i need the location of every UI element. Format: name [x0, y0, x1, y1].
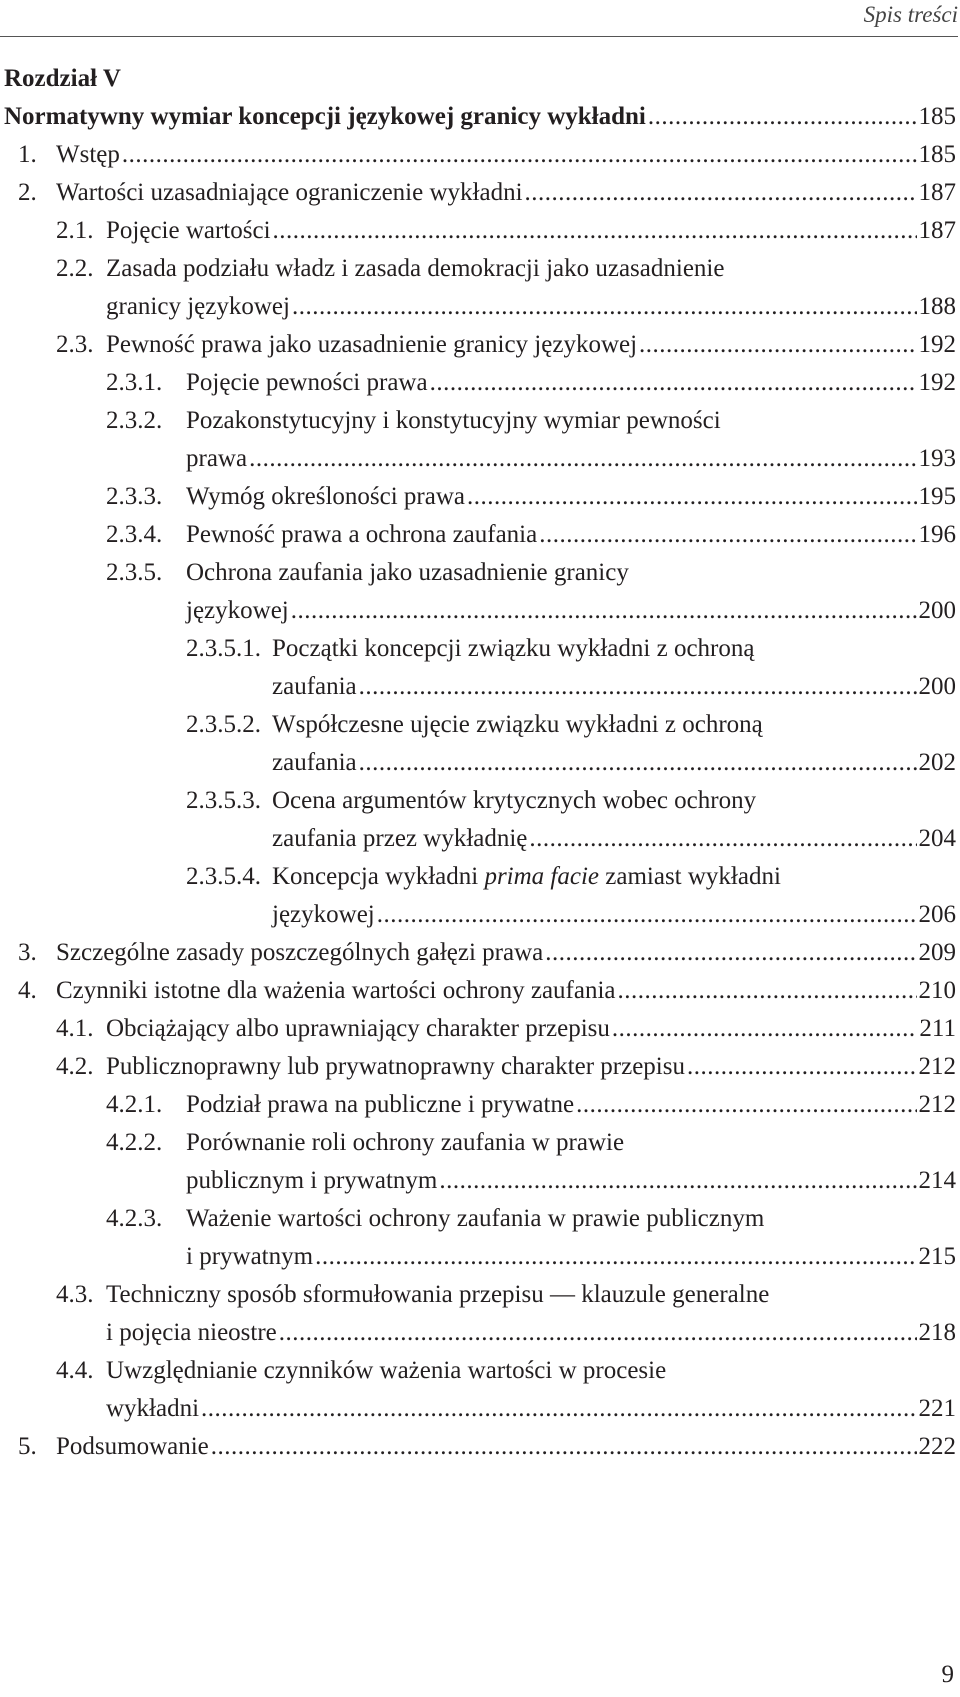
dot-leader	[292, 288, 917, 326]
entry-title-line1: Pozakonstytucyjny i konstytucyjny wymiar pewności	[186, 407, 721, 434]
toc-entry[interactable]	[4, 1010, 956, 1048]
page-ref: 212	[918, 1091, 956, 1118]
toc-entry[interactable]	[4, 364, 956, 402]
page-ref: 195	[918, 483, 956, 510]
entry-title-italic: prima facie	[484, 863, 600, 890]
toc-entry[interactable]	[4, 1428, 956, 1466]
entry-title-line2: wykładni	[106, 1395, 200, 1422]
entry-title: Pewność prawa jako uzasadnienie granicy językowej	[106, 331, 638, 358]
toc-entry[interactable]	[4, 478, 956, 516]
dot-leader	[576, 1086, 916, 1124]
toc-entry[interactable]	[4, 1352, 956, 1428]
toc-entry[interactable]	[4, 554, 956, 630]
dot-leader	[539, 516, 916, 554]
toc-entry[interactable]	[4, 326, 956, 364]
entry-title: Wymóg określoności prawa	[186, 483, 465, 510]
entry-title-line2: językowej	[186, 597, 289, 624]
entry-title: Podział prawa na publiczne i prywatne	[186, 1091, 575, 1118]
header-rule	[0, 36, 958, 37]
toc-entry[interactable]	[4, 1086, 956, 1124]
entry-title-line1: Techniczny sposób sformułowania przepisu — klauzule generalne	[106, 1281, 770, 1308]
entry-title: Pewność prawa a ochrona zaufania	[186, 521, 538, 548]
dot-leader	[201, 1390, 916, 1428]
page-ref: 211	[919, 1015, 956, 1042]
entry-number: 2.1.	[56, 217, 94, 244]
dot-leader	[430, 364, 917, 402]
dot-leader	[211, 1428, 917, 1466]
entry-number: 5.	[18, 1433, 37, 1460]
dot-leader	[359, 744, 917, 782]
entry-number: 4.2.	[56, 1053, 94, 1080]
entry-number: 4.3.	[56, 1281, 94, 1308]
dot-leader	[525, 174, 917, 212]
dot-leader	[529, 820, 916, 858]
entry-title: Publicznoprawny lub prywatnoprawny charakter przepisu	[106, 1053, 685, 1080]
entry-number: 2.3.5.	[106, 559, 163, 586]
entry-number: 2.3.2.	[106, 407, 163, 434]
entry-number: 4.	[18, 977, 37, 1004]
page-ref: 188	[918, 293, 956, 320]
entry-title-line2: językowej	[272, 901, 375, 928]
toc-entry[interactable]	[4, 706, 956, 782]
toc-entry[interactable]	[4, 934, 956, 972]
page-ref: 202	[918, 749, 956, 776]
toc-entry[interactable]	[4, 1276, 956, 1352]
dot-leader	[639, 326, 916, 364]
chapter-title-row[interactable]	[4, 98, 956, 136]
entry-title-line1	[272, 858, 781, 896]
entry-title: Szczególne zasady poszczególnych gałęzi prawa	[56, 939, 544, 966]
page-ref: 185	[918, 141, 956, 168]
dot-leader	[687, 1048, 917, 1086]
page-ref: 214	[918, 1167, 956, 1194]
toc-entry[interactable]	[4, 858, 956, 934]
page-ref: 222	[918, 1433, 956, 1460]
page-ref: 206	[918, 901, 956, 928]
entry-title-line1-part: zamiast wykładni	[599, 863, 781, 890]
dot-leader	[612, 1010, 918, 1048]
toc-entry[interactable]	[4, 212, 956, 250]
entry-title-line1: Początki koncepcji związku wykładni z ochroną	[272, 635, 755, 662]
entry-number: 2.3.5.1.	[186, 635, 261, 662]
entry-number: 4.4.	[56, 1357, 94, 1384]
page-ref: 215	[918, 1243, 956, 1270]
entry-title-line1: Zasada podziału władz i zasada demokracji jako uzasadnienie	[106, 255, 725, 282]
table-of-contents	[4, 60, 956, 1466]
entry-title: Pojęcie pewności prawa	[186, 369, 428, 396]
page-ref: 192	[918, 369, 956, 396]
dot-leader	[273, 212, 917, 250]
entry-title-line2: zaufania	[272, 749, 357, 776]
entry-number: 2.	[18, 179, 37, 206]
entry-title-line1: Ochrona zaufania jako uzasadnienie granicy	[186, 559, 629, 586]
toc-entry[interactable]	[4, 1048, 956, 1086]
page-ref: 196	[918, 521, 956, 548]
entry-number: 2.3.5.2.	[186, 711, 261, 738]
entry-title-line2: publicznym i prywatnym	[186, 1167, 438, 1194]
entry-title-line1-part: Koncepcja wykładni	[272, 863, 485, 890]
entry-number: 2.3.5.4.	[186, 863, 261, 890]
page-ref: 187	[918, 179, 956, 206]
page-ref: 200	[918, 597, 956, 624]
dot-leader	[439, 1162, 916, 1200]
entry-title-line2: i prywatnym	[186, 1243, 314, 1270]
toc-entry[interactable]	[4, 1124, 956, 1200]
page-ref: 218	[918, 1319, 956, 1346]
toc-entry[interactable]	[4, 972, 956, 1010]
entry-number: 4.1.	[56, 1015, 94, 1042]
toc-entry[interactable]	[4, 1200, 956, 1276]
entry-title-line2: granicy językowej	[106, 293, 290, 320]
entry-title-line2: zaufania przez wykładnię	[272, 825, 528, 852]
toc-entry[interactable]	[4, 516, 956, 554]
entry-title-line2: zaufania	[272, 673, 357, 700]
dot-leader	[618, 972, 917, 1010]
dot-leader	[249, 440, 916, 478]
page-ref: 204	[918, 825, 956, 852]
page-ref: 212	[918, 1053, 956, 1080]
dot-leader	[648, 98, 917, 136]
dot-leader	[359, 668, 917, 706]
entry-number: 2.3.5.3.	[186, 787, 261, 814]
entry-title: Pojęcie wartości	[106, 217, 271, 244]
toc-entry[interactable]	[4, 782, 956, 858]
dot-leader	[291, 592, 917, 630]
chapter-title: Normatywny wymiar koncepcji językowej granicy wykładni	[4, 103, 646, 130]
dot-leader	[122, 136, 917, 174]
entry-title: Wartości uzasadniające ograniczenie wykładni	[56, 179, 523, 206]
entry-number: 1.	[18, 141, 37, 168]
entry-title-line1: Ocena argumentów krytycznych wobec ochrony	[272, 787, 757, 814]
dot-leader	[315, 1238, 916, 1276]
page-ref: 210	[918, 977, 956, 1004]
page-ref: 185	[918, 103, 956, 130]
toc-entry[interactable]	[4, 402, 956, 478]
entry-title-line1: Ważenie wartości ochrony zaufania w prawie publicznym	[186, 1205, 765, 1232]
page-ref: 193	[918, 445, 956, 472]
page-ref: 221	[918, 1395, 956, 1422]
entry-title: Obciążający albo uprawniający charakter przepisu	[106, 1015, 610, 1042]
entry-number: 4.2.3.	[106, 1205, 163, 1232]
entry-number: 2.3.1.	[106, 369, 163, 396]
entry-number: 2.3.	[56, 331, 94, 358]
chapter-label: Rozdział V	[4, 65, 121, 92]
toc-entry[interactable]	[4, 250, 956, 326]
dot-leader	[279, 1314, 917, 1352]
entry-number: 2.3.3.	[106, 483, 163, 510]
toc-entry[interactable]	[4, 136, 956, 174]
entry-number: 4.2.1.	[106, 1091, 163, 1118]
page-ref: 187	[918, 217, 956, 244]
entry-title-line1: Uwzględnianie czynników ważenia wartości w procesie	[106, 1357, 667, 1384]
entry-title: Wstęp	[56, 141, 120, 168]
dot-leader	[545, 934, 916, 972]
entry-title: Podsumowanie	[56, 1433, 209, 1460]
page-ref: 192	[918, 331, 956, 358]
page-ref: 200	[918, 673, 956, 700]
entry-number: 2.2.	[56, 255, 94, 282]
entry-number: 3.	[18, 939, 37, 966]
entry-number: 4.2.2.	[106, 1129, 163, 1156]
entry-title-line2: i pojęcia nieostre	[106, 1319, 277, 1346]
toc-entry[interactable]	[4, 630, 956, 706]
entry-number: 2.3.4.	[106, 521, 163, 548]
running-head: Spis treści	[863, 2, 958, 27]
entry-title-line1: Porównanie roli ochrony zaufania w prawie	[186, 1129, 625, 1156]
entry-title-line1: Współczesne ujęcie związku wykładni z ochroną	[272, 711, 763, 738]
entry-title-line2: prawa	[186, 445, 248, 472]
dot-leader	[377, 896, 917, 934]
entry-title: Czynniki istotne dla ważenia wartości ochrony zaufania	[56, 977, 616, 1004]
dot-leader	[467, 478, 917, 516]
toc-entry[interactable]	[4, 174, 956, 212]
page-number: 9	[941, 1661, 954, 1688]
page-ref: 209	[918, 939, 956, 966]
